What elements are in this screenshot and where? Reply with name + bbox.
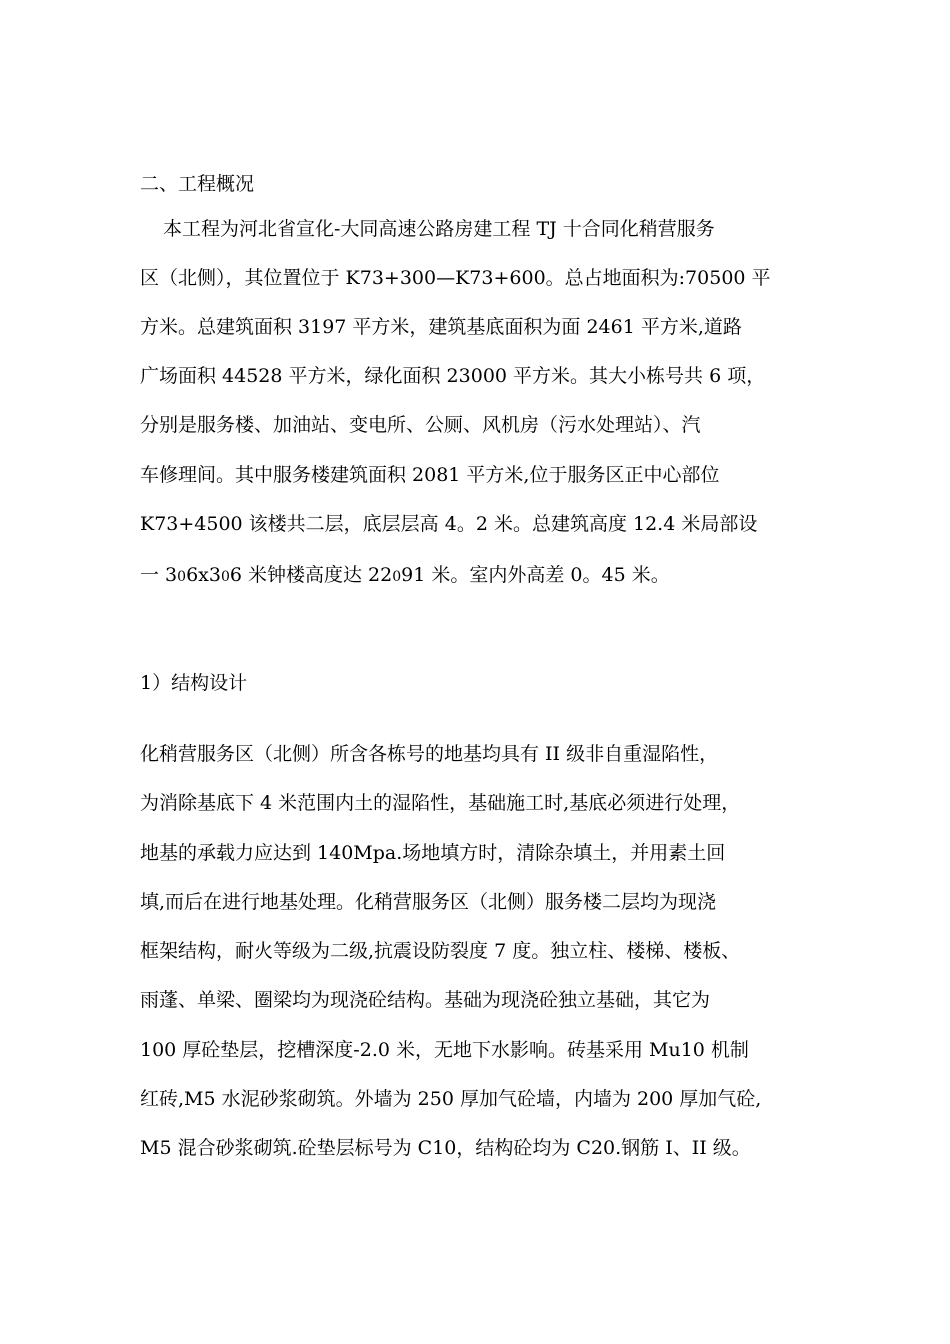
overview-text: 6x3 (186, 564, 221, 586)
structure-line: 100 厚砼垫层，挖槽深度-2.0 米，无地下水影响。砖基采用 Mu10 机制 (140, 1039, 749, 1061)
overview-line: 车修理间。其中服务楼建筑面积 2081 平方米,位于服务区正中心部位 (140, 464, 720, 486)
overview-text: 一 3 (140, 564, 178, 586)
overview-line: 本工程为河北省宣化-大同高速公路房建工程 TJ 十合同化稍营服务 (163, 218, 715, 240)
overview-text: 6 米钟楼高度达 22 (229, 564, 393, 586)
structure-line: M5 混合砂浆砌筑.砼垫层标号为 C10，结构砼均为 C20.钢筋 I、II 级。 (140, 1137, 751, 1159)
overview-line: 分别是服务楼、加油站、变电所、公厕、风机房（污水处理站）、汽 (140, 414, 701, 436)
overview-line: 广场面积 44528 平方米，绿化面积 23000 平方米。其大小栋号共 6 项， (140, 365, 766, 387)
overview-text: 91 米。室内外高差 0。45 米。 (401, 564, 670, 586)
structure-line: 地基的承载力应达到 140Mpa.场地填方时，清除杂填土，并用素土回 (140, 842, 726, 864)
overview-line: 区（北侧），其位置位于 K73+300—K73+600。总占地面积为:70500 平 (140, 267, 771, 289)
overview-small-digit: 0 (392, 569, 402, 585)
structure-line: 雨蓬、单梁、圈梁均为现浇砼结构。基础为现浇砼独立基础，其它为 (140, 989, 711, 1011)
overview-line-last (140, 563, 670, 587)
overview-line: K73+4500 该楼共二层，底层层高 4。2 米。总建筑高度 12.4 米局部设 (140, 513, 758, 535)
structure-line: 化稍营服务区（北侧）所含各栋号的地基均具有 II 级非自重湿陷性， (140, 743, 719, 765)
structure-line: 框架结构，耐火等级为二级,抗震设防裂度 7 度。独立柱、楼梯、楼板、 (140, 940, 741, 962)
overview-line: 方米。总建筑面积 3197 平方米，建筑基底面积为面 2461 平方米,道路 (140, 316, 742, 338)
structure-line: 填,而后在进行地基处理。化稍营服务区（北侧）服务楼二层均为现浇 (140, 891, 717, 913)
overview-small-digit: 0 (177, 569, 187, 585)
structure-line: 红砖,M5 水泥砂浆砌筑。外墙为 250 厚加气砼墙，内墙为 200 厚加气砼, (140, 1088, 762, 1110)
overview-small-digit: 0 (220, 569, 230, 585)
structure-line: 为消除基底下 4 米范围内土的湿陷性，基础施工时,基底必须进行处理， (140, 792, 741, 814)
structure-heading: 1）结构设计 (140, 672, 248, 694)
section-title: 二、工程概况 (140, 173, 255, 195)
